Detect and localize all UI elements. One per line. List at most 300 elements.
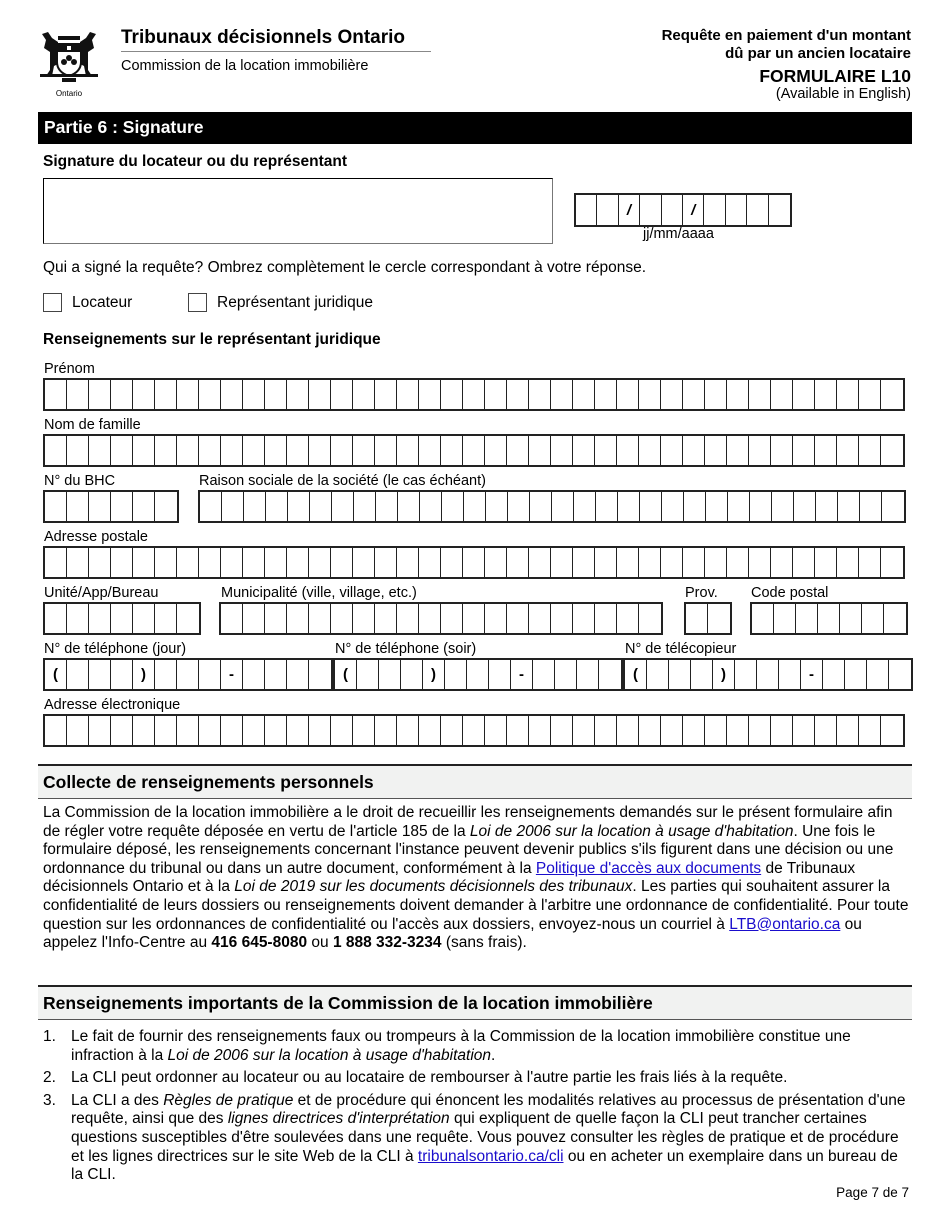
char-cell[interactable]: [889, 660, 911, 689]
char-cell[interactable]: [331, 604, 353, 633]
char-cell[interactable]: [771, 380, 793, 409]
char-cell[interactable]: [727, 548, 749, 577]
char-cell[interactable]: [155, 716, 177, 745]
char-cell[interactable]: [881, 380, 903, 409]
char-cell[interactable]: (: [45, 660, 67, 689]
char-cell[interactable]: [529, 716, 551, 745]
char-cell[interactable]: [379, 660, 401, 689]
char-cell[interactable]: [529, 548, 551, 577]
char-cell[interactable]: [595, 436, 617, 465]
signature-date-field[interactable]: [574, 193, 792, 227]
char-cell[interactable]: [199, 660, 221, 689]
char-cell[interactable]: [243, 436, 265, 465]
char-cell[interactable]: [420, 492, 442, 521]
char-cell[interactable]: [661, 716, 683, 745]
char-cell[interactable]: [881, 436, 903, 465]
char-cell[interactable]: -: [801, 660, 823, 689]
char-cell[interactable]: [89, 380, 111, 409]
char-cell[interactable]: [45, 604, 67, 633]
char-cell[interactable]: [859, 436, 881, 465]
char-cell[interactable]: [177, 604, 199, 633]
char-cell[interactable]: [177, 436, 199, 465]
char-cell[interactable]: [551, 380, 573, 409]
char-cell[interactable]: [463, 380, 485, 409]
char-cell[interactable]: [67, 492, 89, 521]
char-cell[interactable]: [375, 604, 397, 633]
char-cell[interactable]: -: [511, 660, 533, 689]
char-cell[interactable]: [551, 548, 573, 577]
char-cell[interactable]: [243, 380, 265, 409]
char-cell[interactable]: [640, 492, 662, 521]
char-cell[interactable]: [45, 716, 67, 745]
char-cell[interactable]: [199, 548, 221, 577]
char-cell[interactable]: [155, 548, 177, 577]
char-cell[interactable]: [771, 548, 793, 577]
char-cell[interactable]: [705, 548, 727, 577]
option-legal-rep[interactable]: [188, 293, 373, 312]
char-cell[interactable]: [111, 716, 133, 745]
char-cell[interactable]: [111, 548, 133, 577]
access-policy-link[interactable]: Politique d'accès aux documents: [535, 859, 762, 877]
char-cell[interactable]: [573, 380, 595, 409]
char-cell[interactable]: [747, 195, 768, 225]
char-cell[interactable]: [576, 195, 597, 225]
char-cell[interactable]: [529, 380, 551, 409]
char-cell[interactable]: [691, 660, 713, 689]
char-cell[interactable]: [704, 195, 725, 225]
char-cell[interactable]: [332, 492, 354, 521]
char-cell[interactable]: [507, 604, 529, 633]
char-cell[interactable]: [728, 492, 750, 521]
char-cell[interactable]: [357, 660, 379, 689]
char-cell[interactable]: [837, 548, 859, 577]
char-cell[interactable]: [867, 660, 889, 689]
char-cell[interactable]: [155, 436, 177, 465]
char-cell[interactable]: [683, 716, 705, 745]
char-cell[interactable]: [133, 548, 155, 577]
char-cell[interactable]: [617, 716, 639, 745]
company-field[interactable]: [198, 490, 906, 523]
char-cell[interactable]: [419, 380, 441, 409]
char-cell[interactable]: [243, 604, 265, 633]
char-cell[interactable]: [177, 380, 199, 409]
char-cell[interactable]: -: [221, 660, 243, 689]
char-cell[interactable]: [555, 660, 577, 689]
char-cell[interactable]: [815, 716, 837, 745]
char-cell[interactable]: [67, 660, 89, 689]
char-cell[interactable]: [837, 716, 859, 745]
char-cell[interactable]: [639, 436, 661, 465]
municipality-field[interactable]: [219, 602, 663, 635]
char-cell[interactable]: [265, 604, 287, 633]
char-cell[interactable]: [507, 548, 529, 577]
char-cell[interactable]: [706, 492, 728, 521]
char-cell[interactable]: (: [335, 660, 357, 689]
province-field[interactable]: [684, 602, 732, 635]
char-cell[interactable]: [552, 492, 574, 521]
char-cell[interactable]: [573, 548, 595, 577]
char-cell[interactable]: [133, 716, 155, 745]
char-cell[interactable]: [463, 604, 485, 633]
char-cell[interactable]: [45, 436, 67, 465]
char-cell[interactable]: [155, 492, 177, 521]
char-cell[interactable]: [419, 548, 441, 577]
char-cell[interactable]: [485, 604, 507, 633]
char-cell[interactable]: [310, 492, 332, 521]
char-cell[interactable]: [463, 436, 485, 465]
char-cell[interactable]: [45, 548, 67, 577]
char-cell[interactable]: [331, 380, 353, 409]
first-name-field[interactable]: [43, 378, 905, 411]
char-cell[interactable]: [859, 548, 881, 577]
char-cell[interactable]: [309, 436, 331, 465]
char-cell[interactable]: [735, 660, 757, 689]
char-cell[interactable]: [489, 660, 511, 689]
char-cell[interactable]: [647, 660, 669, 689]
char-cell[interactable]: [662, 195, 683, 225]
char-cell[interactable]: [639, 716, 661, 745]
char-cell[interactable]: [793, 436, 815, 465]
char-cell[interactable]: [177, 716, 199, 745]
char-cell[interactable]: [133, 380, 155, 409]
char-cell[interactable]: [353, 604, 375, 633]
char-cell[interactable]: [529, 436, 551, 465]
char-cell[interactable]: [89, 492, 111, 521]
char-cell[interactable]: [705, 436, 727, 465]
char-cell[interactable]: [265, 436, 287, 465]
char-cell[interactable]: [793, 716, 815, 745]
char-cell[interactable]: [750, 492, 772, 521]
char-cell[interactable]: [486, 492, 508, 521]
char-cell[interactable]: [222, 492, 244, 521]
char-cell[interactable]: [376, 492, 398, 521]
char-cell[interactable]: [287, 380, 309, 409]
char-cell[interactable]: [309, 604, 331, 633]
char-cell[interactable]: [266, 492, 288, 521]
char-cell[interactable]: [573, 716, 595, 745]
char-cell[interactable]: [881, 548, 903, 577]
char-cell[interactable]: [771, 436, 793, 465]
char-cell[interactable]: [442, 492, 464, 521]
char-cell[interactable]: [749, 716, 771, 745]
char-cell[interactable]: [331, 716, 353, 745]
char-cell[interactable]: [507, 436, 529, 465]
char-cell[interactable]: [794, 492, 816, 521]
char-cell[interactable]: [287, 716, 309, 745]
char-cell[interactable]: [397, 548, 419, 577]
char-cell[interactable]: [749, 380, 771, 409]
char-cell[interactable]: [884, 604, 906, 633]
char-cell[interactable]: [265, 380, 287, 409]
char-cell[interactable]: [419, 436, 441, 465]
char-cell[interactable]: [67, 436, 89, 465]
char-cell[interactable]: [398, 492, 420, 521]
char-cell[interactable]: [508, 492, 530, 521]
char-cell[interactable]: ): [713, 660, 735, 689]
ltb-website-link[interactable]: tribunalsontario.ca/cli: [417, 1147, 564, 1165]
fax-field[interactable]: [623, 658, 913, 691]
char-cell[interactable]: [288, 492, 310, 521]
char-cell[interactable]: [309, 660, 331, 689]
char-cell[interactable]: [757, 660, 779, 689]
char-cell[interactable]: [199, 380, 221, 409]
char-cell[interactable]: /: [619, 195, 640, 225]
char-cell[interactable]: [683, 380, 705, 409]
char-cell[interactable]: [596, 492, 618, 521]
char-cell[interactable]: [353, 436, 375, 465]
postal-code-field[interactable]: [750, 602, 908, 635]
char-cell[interactable]: [882, 492, 904, 521]
char-cell[interactable]: [597, 195, 618, 225]
char-cell[interactable]: [309, 380, 331, 409]
char-cell[interactable]: [397, 604, 419, 633]
char-cell[interactable]: [859, 380, 881, 409]
char-cell[interactable]: [551, 436, 573, 465]
char-cell[interactable]: [397, 380, 419, 409]
char-cell[interactable]: [221, 604, 243, 633]
char-cell[interactable]: [287, 548, 309, 577]
char-cell[interactable]: [862, 604, 884, 633]
char-cell[interactable]: [331, 548, 353, 577]
char-cell[interactable]: [441, 548, 463, 577]
char-cell[interactable]: [727, 716, 749, 745]
char-cell[interactable]: [727, 380, 749, 409]
char-cell[interactable]: [881, 716, 903, 745]
char-cell[interactable]: [375, 716, 397, 745]
char-cell[interactable]: [419, 716, 441, 745]
char-cell[interactable]: [837, 380, 859, 409]
char-cell[interactable]: [463, 716, 485, 745]
char-cell[interactable]: [774, 604, 796, 633]
char-cell[interactable]: [221, 436, 243, 465]
char-cell[interactable]: [177, 548, 199, 577]
char-cell[interactable]: [639, 548, 661, 577]
char-cell[interactable]: [705, 716, 727, 745]
char-cell[interactable]: [793, 380, 815, 409]
char-cell[interactable]: [397, 436, 419, 465]
char-cell[interactable]: [683, 436, 705, 465]
char-cell[interactable]: [463, 548, 485, 577]
char-cell[interactable]: [818, 604, 840, 633]
char-cell[interactable]: [840, 604, 862, 633]
char-cell[interactable]: [67, 548, 89, 577]
char-cell[interactable]: [467, 660, 489, 689]
char-cell[interactable]: [354, 492, 376, 521]
char-cell[interactable]: [401, 660, 423, 689]
char-cell[interactable]: [599, 660, 621, 689]
char-cell[interactable]: [133, 436, 155, 465]
char-cell[interactable]: /: [683, 195, 704, 225]
last-name-field[interactable]: [43, 434, 905, 467]
email-field[interactable]: [43, 714, 905, 747]
char-cell[interactable]: [661, 548, 683, 577]
char-cell[interactable]: [749, 548, 771, 577]
char-cell[interactable]: [89, 604, 111, 633]
char-cell[interactable]: [353, 716, 375, 745]
char-cell[interactable]: [705, 380, 727, 409]
legal-rep-checkbox[interactable]: [188, 293, 207, 312]
char-cell[interactable]: [752, 604, 774, 633]
unit-field[interactable]: [43, 602, 201, 635]
char-cell[interactable]: [595, 380, 617, 409]
char-cell[interactable]: [530, 492, 552, 521]
char-cell[interactable]: [111, 660, 133, 689]
char-cell[interactable]: [67, 716, 89, 745]
char-cell[interactable]: [133, 604, 155, 633]
char-cell[interactable]: [860, 492, 882, 521]
char-cell[interactable]: [574, 492, 596, 521]
char-cell[interactable]: [155, 660, 177, 689]
char-cell[interactable]: [287, 604, 309, 633]
char-cell[interactable]: [199, 436, 221, 465]
char-cell[interactable]: [838, 492, 860, 521]
char-cell[interactable]: [221, 548, 243, 577]
phone-evening-field[interactable]: [333, 658, 623, 691]
option-landlord[interactable]: [43, 293, 132, 312]
char-cell[interactable]: [617, 604, 639, 633]
char-cell[interactable]: [287, 660, 309, 689]
char-cell[interactable]: [45, 492, 67, 521]
char-cell[interactable]: [111, 604, 133, 633]
char-cell[interactable]: [796, 604, 818, 633]
char-cell[interactable]: [686, 604, 708, 633]
char-cell[interactable]: [573, 436, 595, 465]
char-cell[interactable]: [441, 604, 463, 633]
char-cell[interactable]: [441, 436, 463, 465]
char-cell[interactable]: [573, 604, 595, 633]
char-cell[interactable]: [221, 380, 243, 409]
char-cell[interactable]: [244, 492, 266, 521]
char-cell[interactable]: [464, 492, 486, 521]
char-cell[interactable]: [507, 716, 529, 745]
char-cell[interactable]: [133, 492, 155, 521]
char-cell[interactable]: [353, 548, 375, 577]
char-cell[interactable]: [45, 380, 67, 409]
char-cell[interactable]: [533, 660, 555, 689]
phone-day-field[interactable]: [43, 658, 333, 691]
street-address-field[interactable]: [43, 546, 905, 579]
char-cell[interactable]: [111, 380, 133, 409]
char-cell[interactable]: [551, 716, 573, 745]
char-cell[interactable]: [331, 436, 353, 465]
char-cell[interactable]: [640, 195, 661, 225]
ltb-email-link[interactable]: LTB@ontario.ca: [729, 915, 841, 933]
char-cell[interactable]: [823, 660, 845, 689]
char-cell[interactable]: [771, 716, 793, 745]
char-cell[interactable]: [243, 548, 265, 577]
char-cell[interactable]: [617, 436, 639, 465]
char-cell[interactable]: (: [625, 660, 647, 689]
char-cell[interactable]: [617, 380, 639, 409]
char-cell[interactable]: [375, 380, 397, 409]
char-cell[interactable]: [221, 716, 243, 745]
char-cell[interactable]: [199, 716, 221, 745]
char-cell[interactable]: [485, 548, 507, 577]
char-cell[interactable]: [727, 436, 749, 465]
char-cell[interactable]: [67, 380, 89, 409]
char-cell[interactable]: [617, 548, 639, 577]
char-cell[interactable]: [816, 492, 838, 521]
char-cell[interactable]: ): [423, 660, 445, 689]
char-cell[interactable]: [815, 380, 837, 409]
char-cell[interactable]: [669, 660, 691, 689]
char-cell[interactable]: [67, 604, 89, 633]
char-cell[interactable]: [577, 660, 599, 689]
char-cell[interactable]: [529, 604, 551, 633]
char-cell[interactable]: [243, 716, 265, 745]
lso-number-field[interactable]: [43, 490, 179, 523]
char-cell[interactable]: [772, 492, 794, 521]
char-cell[interactable]: [749, 436, 771, 465]
char-cell[interactable]: [243, 660, 265, 689]
char-cell[interactable]: [445, 660, 467, 689]
char-cell[interactable]: [441, 380, 463, 409]
char-cell[interactable]: [485, 380, 507, 409]
char-cell[interactable]: [683, 548, 705, 577]
char-cell[interactable]: [89, 436, 111, 465]
char-cell[interactable]: [375, 436, 397, 465]
char-cell[interactable]: [441, 716, 463, 745]
char-cell[interactable]: [845, 660, 867, 689]
char-cell[interactable]: [265, 716, 287, 745]
char-cell[interactable]: [287, 436, 309, 465]
char-cell[interactable]: [708, 604, 730, 633]
char-cell[interactable]: [837, 436, 859, 465]
char-cell[interactable]: [155, 380, 177, 409]
signature-field[interactable]: [43, 178, 553, 244]
char-cell[interactable]: [769, 195, 790, 225]
char-cell[interactable]: [815, 548, 837, 577]
char-cell[interactable]: [639, 380, 661, 409]
char-cell[interactable]: [485, 436, 507, 465]
char-cell[interactable]: [662, 492, 684, 521]
char-cell[interactable]: [618, 492, 640, 521]
char-cell[interactable]: [265, 660, 287, 689]
char-cell[interactable]: [639, 604, 661, 633]
char-cell[interactable]: [485, 716, 507, 745]
landlord-checkbox[interactable]: [43, 293, 62, 312]
char-cell[interactable]: [507, 380, 529, 409]
char-cell[interactable]: [595, 604, 617, 633]
char-cell[interactable]: [89, 660, 111, 689]
char-cell[interactable]: [859, 716, 881, 745]
char-cell[interactable]: [595, 548, 617, 577]
char-cell[interactable]: [419, 604, 441, 633]
char-cell[interactable]: [200, 492, 222, 521]
char-cell[interactable]: [375, 548, 397, 577]
char-cell[interactable]: [793, 548, 815, 577]
char-cell[interactable]: [661, 436, 683, 465]
char-cell[interactable]: [551, 604, 573, 633]
char-cell[interactable]: [309, 548, 331, 577]
char-cell[interactable]: [684, 492, 706, 521]
char-cell[interactable]: [155, 604, 177, 633]
char-cell[interactable]: [779, 660, 801, 689]
char-cell[interactable]: [89, 716, 111, 745]
char-cell[interactable]: [595, 716, 617, 745]
char-cell[interactable]: ): [133, 660, 155, 689]
char-cell[interactable]: [111, 492, 133, 521]
char-cell[interactable]: [661, 380, 683, 409]
char-cell[interactable]: [309, 716, 331, 745]
char-cell[interactable]: [815, 436, 837, 465]
char-cell[interactable]: [111, 436, 133, 465]
char-cell[interactable]: [726, 195, 747, 225]
char-cell[interactable]: [177, 660, 199, 689]
char-cell[interactable]: [397, 716, 419, 745]
char-cell[interactable]: [353, 380, 375, 409]
char-cell[interactable]: [89, 548, 111, 577]
